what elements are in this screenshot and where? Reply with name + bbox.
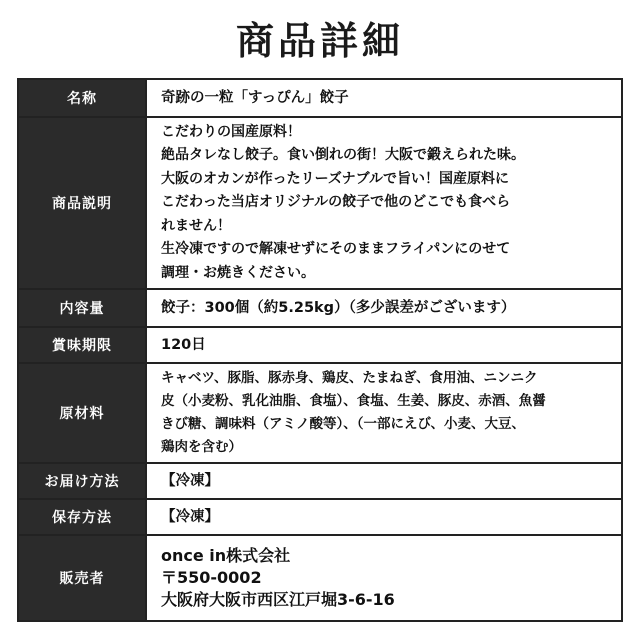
row-expiry [19, 328, 621, 364]
row-label: お届け方法 [19, 464, 147, 498]
value-line: こだわった当店オリジナルの餃子で他のどこでも食べら [161, 194, 511, 211]
row-name [19, 80, 621, 118]
value-line: 〒550-0002 [161, 568, 262, 587]
row-ingredients [19, 364, 621, 464]
value-line: 大阪府大阪市西区江戸堀3-6-16 [161, 590, 395, 609]
row-value [147, 118, 621, 288]
row-value [147, 464, 621, 498]
value-line: れません！ [161, 217, 231, 234]
row-label: 賞味期限 [19, 328, 147, 362]
value-line: 調理・お焼きください。 [161, 264, 315, 281]
value-line: 皮（小麦粉、乳化油脂、食塩）、食塩、生姜、豚皮、赤酒、魚醤 [161, 393, 546, 409]
row-value [147, 290, 621, 326]
row-label: 原材料 [19, 364, 147, 462]
row-value [147, 500, 621, 534]
value-line: 生冷凍ですので解凍せずにそのままフライパンにのせて [161, 241, 511, 258]
value-line: 絶品タレなし餃子。食い倒れの街！大阪で鍛えられた味。 [161, 147, 525, 164]
value-line: こだわりの国産原料！ [161, 123, 301, 140]
row-seller [19, 536, 621, 620]
row-delivery [19, 464, 621, 500]
row-value [147, 536, 621, 620]
value-line: 大阪のオカンが作ったリーズナブルで旨い！国産原料に [161, 170, 510, 187]
row-label: 保存方法 [19, 500, 147, 534]
row-storage [19, 500, 621, 536]
value-line: 奇跡の一粒「すっぴん」餃子 [161, 90, 349, 106]
row-label: 名称 [19, 80, 147, 116]
row-description [19, 118, 621, 290]
value-line: once in株式会社 [161, 546, 291, 565]
value-line: 【冷凍】 [161, 473, 219, 489]
row-value [147, 364, 621, 462]
row-label: 販売者 [19, 536, 147, 620]
value-line: きび糖、調味料（アミノ酸等）、（一部にえび、小麦、大豆、 [161, 416, 525, 432]
product-details-table [17, 78, 623, 622]
page-title: 商品詳細 [235, 19, 404, 63]
row-label: 内容量 [19, 290, 147, 326]
row-value [147, 80, 621, 116]
row-label: 商品説明 [19, 118, 147, 288]
value-line: 餃子：300個（約5.25kg）（多少誤差がございます） [161, 300, 516, 316]
row-contents [19, 290, 621, 328]
value-line: キャベツ、豚脂、豚赤身、鶏皮、たまねぎ、食用油、ニンニク [161, 370, 538, 386]
value-line: 鶏肉を含む） [161, 439, 242, 455]
row-value [147, 328, 621, 362]
value-line: 120日 [161, 337, 206, 353]
value-line: 【冷凍】 [161, 509, 219, 525]
